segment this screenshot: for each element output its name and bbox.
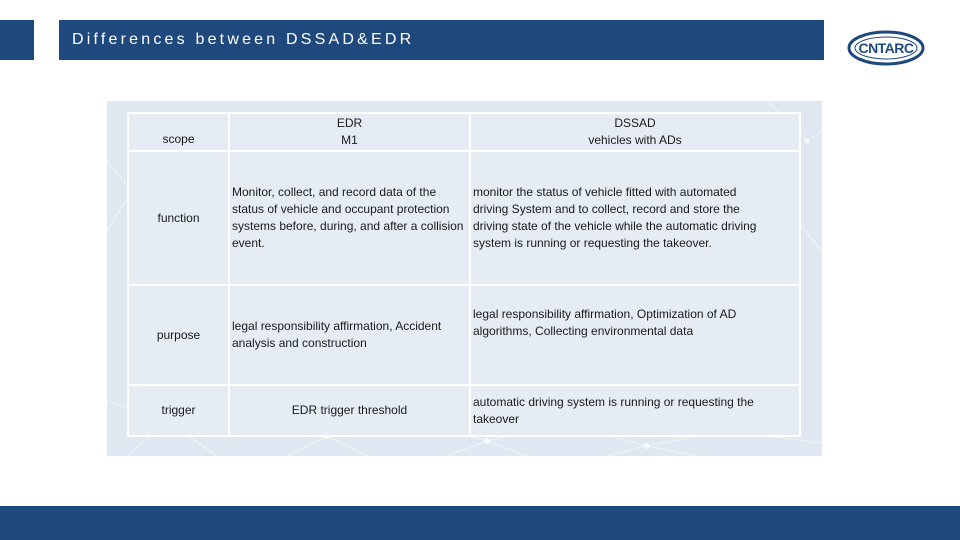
edr-cell	[229, 285, 470, 385]
logo-text: CNTARC	[858, 40, 914, 56]
table-row-function	[128, 151, 800, 285]
comparison-table	[127, 112, 801, 437]
dssad-cell	[470, 285, 800, 385]
row-label-cell	[128, 285, 229, 385]
header-scope-label: scope	[162, 132, 195, 146]
header-edr-title: EDR	[336, 116, 363, 130]
header-edr-cell	[229, 113, 470, 151]
table-panel	[107, 101, 822, 456]
cntarc-logo	[846, 29, 926, 67]
header-edr-subtitle: M1	[341, 133, 358, 147]
edr-trigger-text: EDR trigger threshold	[291, 403, 408, 417]
row-label: trigger	[161, 403, 196, 417]
edr-function-text: Monitor, collect, and record data of the status of vehicle and occupant protection systems before, during, and after a collision event.	[232, 185, 464, 250]
table-row-purpose	[128, 285, 800, 385]
dssad-trigger-text: automatic driving system is running or requesting the takeover	[473, 394, 754, 426]
dssad-function-text: monitor the status of vehicle fitted with automated driving System and to collect, record and store the driving state of the vehicle while the automatic driving system is running or requesting the takeover.	[473, 185, 757, 250]
row-label: purpose	[156, 327, 201, 342]
title-bar	[59, 20, 824, 60]
header-scope-cell	[128, 113, 229, 151]
slide-title: Differences between DSSAD&EDR	[72, 31, 415, 48]
edr-purpose-text: legal responsibility affirmation, Accident analysis and construction	[232, 319, 442, 350]
row-label-cell	[128, 385, 229, 436]
header-dssad-subtitle: vehicles with ADs	[588, 133, 682, 147]
header-dssad-cell	[470, 113, 800, 151]
dssad-cell	[470, 151, 800, 285]
header-dssad-title: DSSAD	[614, 116, 656, 130]
dssad-cell	[470, 385, 800, 436]
edr-cell	[229, 151, 470, 285]
table-header-row	[128, 113, 800, 151]
dssad-purpose-text: legal responsibility affirmation, Optimization of AD algorithms, Collecting environmental data	[473, 307, 737, 338]
footer-bar	[0, 506, 960, 540]
edr-cell	[229, 385, 470, 436]
left-accent-tab	[0, 20, 34, 60]
row-label: function	[157, 210, 200, 225]
table-row-trigger	[128, 385, 800, 436]
row-label-cell	[128, 151, 229, 285]
